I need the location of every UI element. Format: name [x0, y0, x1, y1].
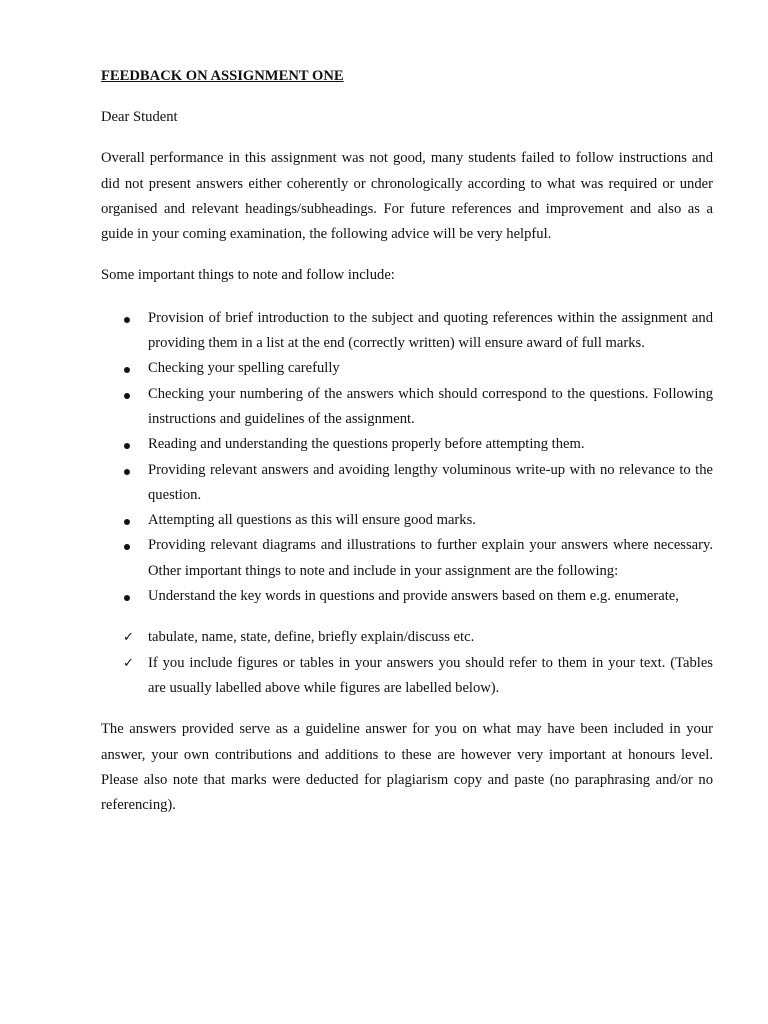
paragraph-overall-performance: Overall performance in this assignment was not good, many students failed to follow instructions and did not present answers either coherently or chronologically according to what was required or under organised and relevant headings/subheadings. For future references and improvement and also as a guide in your coming examination, the following advice will be very helpful.	[101, 150, 713, 243]
bullet-dot-icon	[124, 595, 130, 601]
checkmark-icon: ✓	[123, 655, 134, 671]
checkmark-icon: ✓	[123, 630, 134, 646]
bullet-dot-icon	[124, 469, 130, 475]
list-item	[101, 432, 713, 457]
list-item-text: Understand the key words in questions and provide answers based on them e.g. enumerate,	[148, 588, 679, 605]
document-body	[101, 64, 713, 834]
list-item	[101, 306, 713, 357]
list-item-text: Attempting all questions as this will ensure good marks.	[148, 512, 476, 529]
list-item	[101, 356, 713, 381]
list-item	[101, 625, 713, 650]
bullet-dot-icon	[124, 519, 130, 525]
list-item-text: Checking your spelling carefully	[148, 360, 340, 377]
list-intro: Some important things to note and follow include:	[101, 267, 395, 284]
salutation: Dear Student	[101, 109, 178, 125]
list-item-text: Providing relevant diagrams and illustrations to further explain your answers where necessary. Other important things to note and include in your assignment are the following:	[148, 537, 713, 579]
bullet-dot-icon	[124, 443, 130, 449]
list-item	[101, 584, 713, 609]
bullet-dot-icon	[124, 367, 130, 373]
list-item-text: Providing relevant answers and avoiding lengthy voluminous write-up with no relevance to the question.	[148, 461, 713, 503]
bullet-dot-icon	[124, 544, 130, 550]
list-item	[101, 533, 713, 584]
bullet-dot-icon	[124, 393, 130, 399]
list-item-text: Provision of brief introduction to the subject and quoting references within the assignment and providing them in a list at the end (correctly written) will ensure award of full marks.	[148, 309, 713, 352]
list-item-text: Reading and understanding the questions properly before attempting them.	[148, 436, 585, 453]
list-item-text: If you include figures or tables in your answers you should refer to them in your text. (Tables are usually labelled above while figures are labelled below).	[148, 654, 713, 696]
bullet-dot-icon	[124, 317, 130, 323]
list-item	[101, 458, 713, 509]
list-item-text: Checking your numbering of the answers which should correspond to the questions. Following instructions and guidelines of the assignment.	[148, 385, 713, 427]
advice-bullet-list	[101, 306, 713, 610]
paragraph-guideline-answers: The answers provided serve as a guideline answer for you on what may have been included in your answer, your own contributions and additions to these are however very important at honours level. Please also note that marks were deducted for plagiarism copy and paste (no paraphrasing and/or no referencing).	[101, 721, 713, 814]
list-item	[101, 651, 713, 702]
list-item	[101, 508, 713, 533]
document-title: FEEDBACK ON ASSIGNMENT ONE	[101, 68, 344, 84]
list-item-text: tabulate, name, state, define, briefly explain/discuss etc.	[148, 629, 475, 646]
list-item	[101, 382, 713, 433]
check-list	[101, 625, 713, 701]
